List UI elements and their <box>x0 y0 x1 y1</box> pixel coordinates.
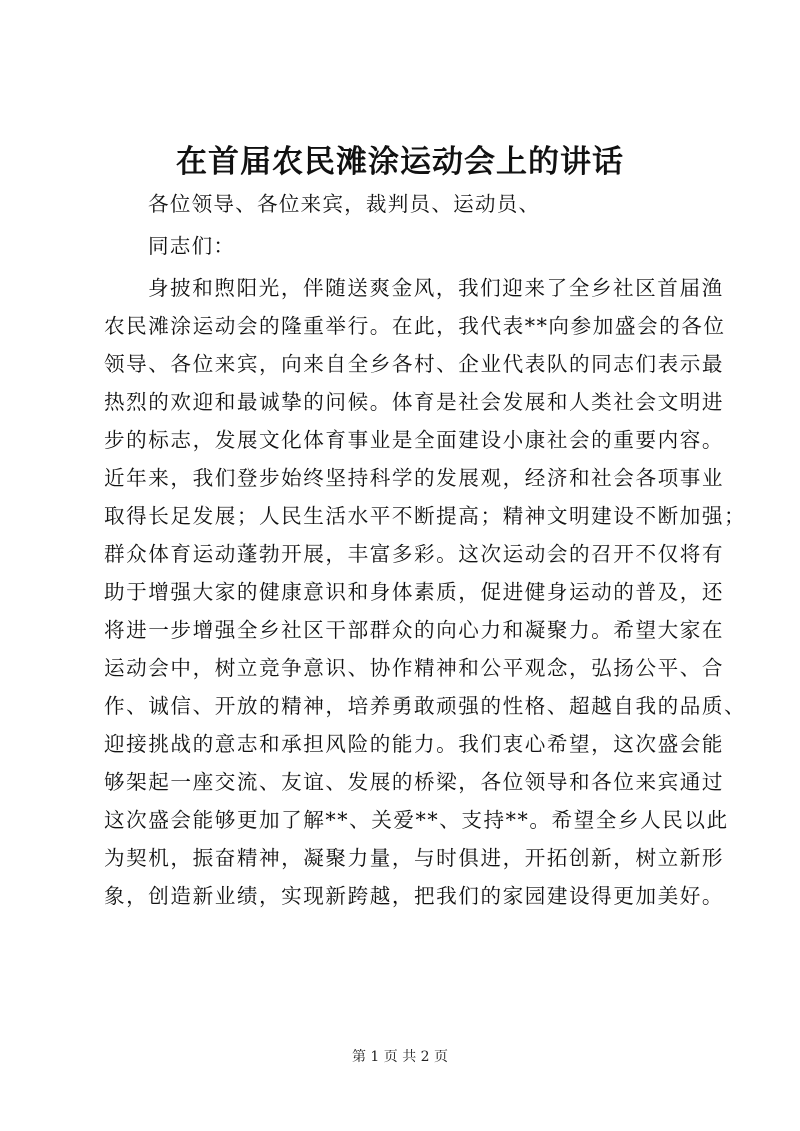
body-line: 取得长足发展；人民生活水平不断提高；精神文明建设不断加强； <box>104 504 747 528</box>
greeting-line-2: 同志们： <box>148 234 236 258</box>
document-title: 在首届农民滩涂运动会上的讲话 <box>176 144 624 180</box>
body-line: 象，创造新业绩，实现新跨越，把我们的家园建设得更加美好。 <box>104 884 725 908</box>
body-line: 领导、各位来宾，向来自全乡各村、企业代表队的同志们表示最 <box>104 352 725 376</box>
body-line: 群众体育运动蓬勃开展，丰富多彩。这次运动会的召开不仅将有 <box>104 542 725 566</box>
body-line: 运动会中，树立竞争意识、协作精神和公平观念，弘扬公平、合 <box>104 656 725 680</box>
body-line: 迎接挑战的意志和承担风险的能力。我们衷心希望，这次盛会能 <box>104 732 725 756</box>
body-line: 将进一步增强全乡社区干部群众的向心力和凝聚力。希望大家在 <box>104 618 725 642</box>
speech-body <box>104 269 747 915</box>
body-line: 近年来，我们登步始终坚持科学的发展观，经济和社会各项事业 <box>104 466 725 490</box>
greeting-line-1: 各位领导、各位来宾，裁判员、运动员、 <box>148 192 541 216</box>
body-line: 身披和煦阳光，伴随送爽金风，我们迎来了全乡社区首届渔 <box>148 276 724 300</box>
body-line: 作、诚信、开放的精神，培养勇敢顽强的性格、超越自我的品质、 <box>104 694 747 718</box>
page-footer: 第 1 页 共 2 页 <box>351 1049 449 1065</box>
body-line: 助于增强大家的健康意识和身体素质，促进健身运动的普及，还 <box>104 580 725 604</box>
body-line: 为契机，振奋精神，凝聚力量，与时俱进，开拓创新，树立新形 <box>104 846 725 870</box>
body-line: 够架起一座交流、友谊、发展的桥梁，各位领导和各位来宾通过 <box>104 770 725 794</box>
body-line: 热烈的欢迎和最诚挚的问候。体育是社会发展和人类社会文明进 <box>104 390 725 414</box>
body-line: 农民滩涂运动会的隆重举行。在此，我代表**向参加盛会的各位 <box>104 314 726 338</box>
body-line: 步的标志，发展文化体育事业是全面建设小康社会的重要内容。 <box>104 428 725 452</box>
body-line: 这次盛会能够更加了解**、关爱**、支持**。希望全乡人民以此 <box>104 808 729 832</box>
